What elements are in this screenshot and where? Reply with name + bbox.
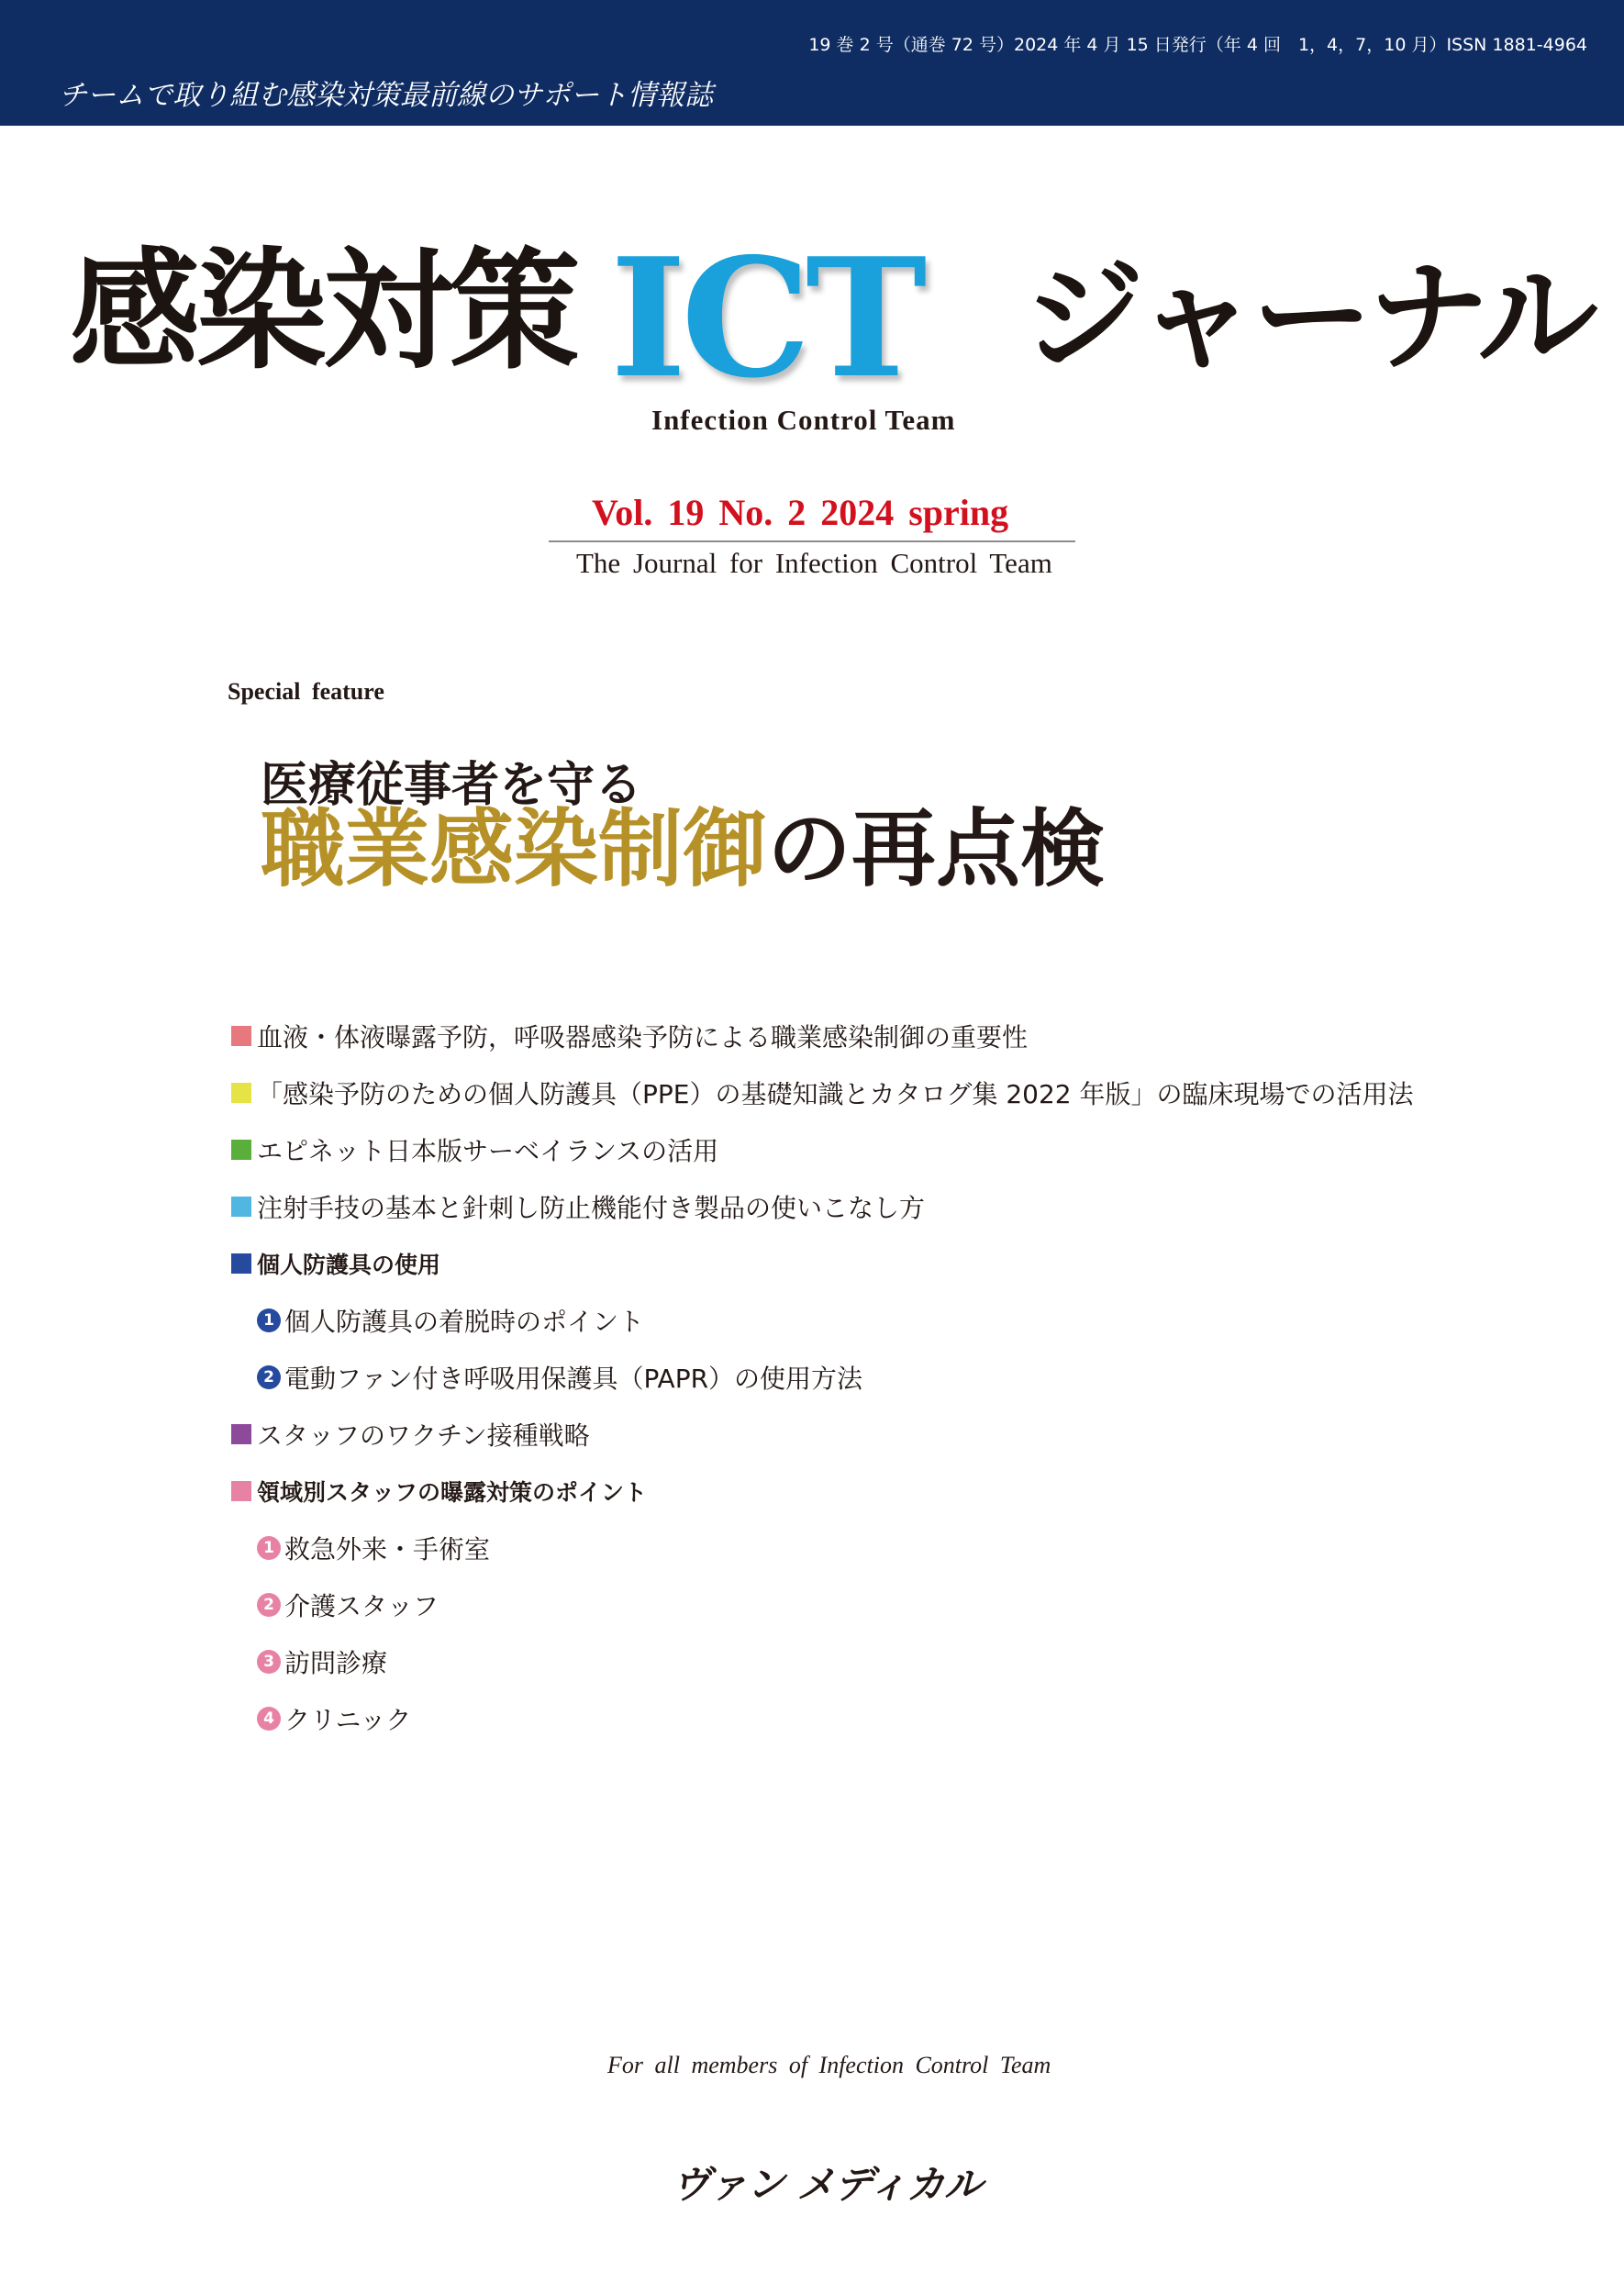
contents-item: [231, 1406, 1571, 1463]
contents-item-text: クリニック: [284, 1705, 412, 1735]
contents-item-text: 領域別スタッフの曝露対策のポイント: [257, 1479, 648, 1506]
contents-item-text: 注射手技の基本と針刺し防止機能付き製品の使いこなし方: [257, 1193, 926, 1223]
feature-title-highlight: 職業感染制御: [261, 799, 768, 898]
publisher-logo: ヴァン メディカル: [672, 2162, 982, 2207]
feature-title-rest: の再点検: [767, 799, 1106, 898]
special-feature-label: Special feature: [228, 678, 384, 705]
journal-english-name: The Journal for Infection Control Team: [576, 547, 1052, 579]
contents-list: [231, 1008, 1571, 1747]
contents-item: [231, 1349, 1571, 1406]
contents-item-text: 救急外来・手術室: [284, 1534, 491, 1565]
footer-tagline: For all members of Infection Control Team: [607, 2052, 1051, 2078]
number-badge-icon: 3: [257, 1650, 281, 1674]
issue-info: 19 巻 2 号（通巻 72 号）2024 年 4 月 15 日発行（年 4 回 1，4，7，10 月）ISSN 1881-4964: [808, 35, 1587, 55]
square-bullet-icon: [231, 1481, 251, 1501]
square-bullet-icon: [231, 1140, 251, 1160]
square-bullet-icon: [231, 1083, 251, 1103]
contents-item: [231, 1178, 1571, 1235]
square-bullet-icon: [231, 1424, 251, 1444]
feature-subtitle: 医療従事者を守る: [261, 757, 643, 813]
contents-heading: [231, 1463, 1571, 1520]
contents-item-text: 訪問診療: [284, 1648, 388, 1678]
title-jp-left: 感染対策: [70, 235, 576, 387]
contents-heading: [231, 1235, 1571, 1292]
contents-item: [231, 1292, 1571, 1349]
contents-item-text: スタッフのワクチン接種戦略: [257, 1420, 590, 1451]
contents-item-text: 血液・体液曝露予防，呼吸器感染予防による職業感染制御の重要性: [257, 1022, 1029, 1052]
contents-item-text: 電動ファン付き呼吸用保護具（PAPR）の使用方法: [284, 1364, 863, 1394]
volume-divider: [549, 540, 1075, 542]
square-bullet-icon: [231, 1026, 251, 1046]
top-banner: [0, 0, 1624, 126]
square-bullet-icon: [231, 1197, 251, 1217]
number-badge-icon: 1: [257, 1536, 281, 1560]
contents-item: [231, 1576, 1571, 1633]
number-badge-icon: 2: [257, 1365, 281, 1389]
title-jp-right: ジャーナル: [1023, 246, 1593, 388]
contents-item: [231, 1064, 1571, 1121]
contents-item: [231, 1008, 1571, 1064]
contents-item: [231, 1633, 1571, 1690]
contents-item-text: エピネット日本版サーベイランスの活用: [257, 1136, 719, 1166]
square-bullet-icon: [231, 1253, 251, 1274]
header-tagline: チームで取り組む感染対策最前線のサポート情報誌: [59, 79, 713, 112]
title-english: Infection Control Team: [651, 404, 956, 436]
number-badge-icon: 4: [257, 1707, 281, 1731]
contents-item: [231, 1520, 1571, 1576]
contents-item: [231, 1121, 1571, 1178]
contents-item: [231, 1690, 1571, 1747]
contents-item-text: 「感染予防のための個人防護具（PPE）の基礎知識とカタログ集 2022 年版」の臨床現場での活用法: [257, 1079, 1414, 1109]
contents-item-text: 介護スタッフ: [284, 1591, 439, 1621]
contents-item-text: 個人防護具の着脱時のポイント: [284, 1307, 645, 1337]
number-badge-icon: 2: [257, 1593, 281, 1617]
volume-line: Vol. 19 No. 2 2024 spring: [592, 492, 1009, 533]
title-ict: ICT: [610, 222, 922, 414]
number-badge-icon: 1: [257, 1308, 281, 1332]
feature-title: [261, 799, 1106, 898]
contents-item-text: 個人防護具の使用: [257, 1252, 441, 1278]
